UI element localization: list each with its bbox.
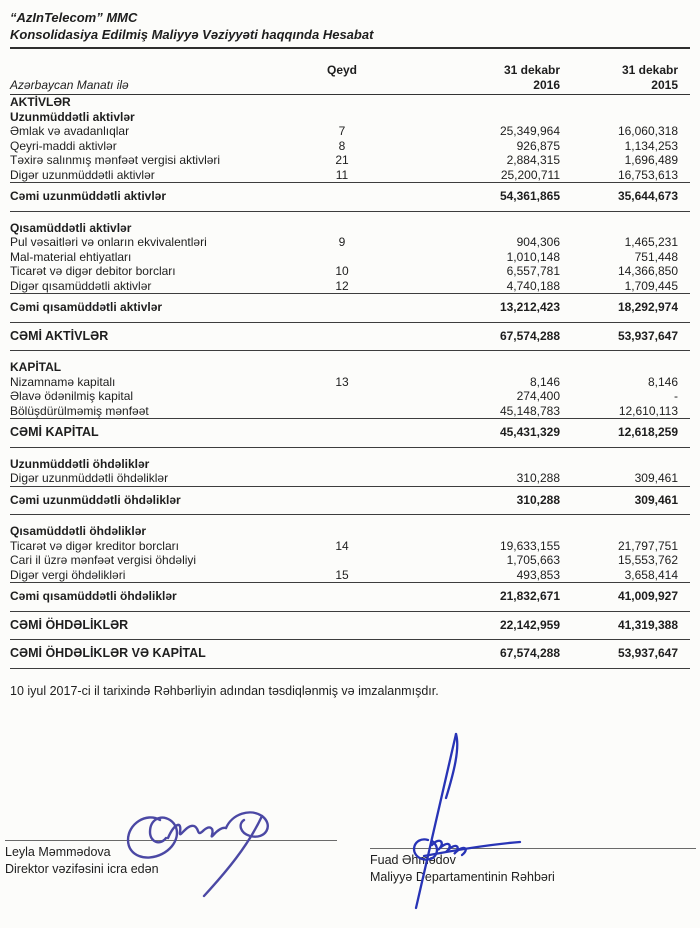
company-name: “AzInTelecom” MMC [10,10,138,25]
table-header [10,49,690,95]
table-row [10,471,690,486]
total-row [10,486,690,516]
signatory-left-role: Direktor vəzifəsini icra edən [5,861,159,876]
cell-note: 7 [338,124,346,138]
signature-area [5,698,690,910]
cell-note [310,95,400,110]
cell-label: Əmlak və avadanlıqlar [10,124,130,138]
total-row [10,293,690,322]
cell-note: 15 [335,567,349,582]
cell-label: Bölüşdürülməmiş mənfəət [10,403,149,418]
cell-v2015 [560,524,690,539]
cell-v2016 [400,457,560,472]
table-row [10,139,690,154]
title-block [10,0,690,49]
section-row [10,221,690,236]
cell-label: Qeyri-maddi aktivlər [10,138,117,153]
cell-v2016 [400,360,560,375]
cell-v2015 [560,95,690,110]
cell-v2016: 8,146 [529,374,560,389]
cell-v2015: 18,292,974 [617,300,678,314]
cell-v2016 [400,110,560,125]
table-row [10,235,690,250]
cell-note: 10 [335,264,349,278]
table-row [10,250,690,265]
cell-label: Digər qısamüddətli aktivlər [10,278,152,293]
section-row [10,110,690,125]
cell-v2016: 25,200,711 [500,167,560,182]
cell-label: Qısamüddətli aktivlər [10,220,132,235]
cell-label: KAPİTAL [10,360,62,374]
cell-v2015: 53,937,647 [617,328,678,343]
cell-label: Əlavə ödənilmiş kapital [10,389,134,403]
currency-label: Azərbaycan Manatı ilə [10,78,129,92]
cell-v2015 [560,110,690,125]
cell-v2015: - [674,389,678,403]
cell-v2016: 54,361,865 [499,189,560,203]
cell-note [310,589,400,604]
cell-note: 21 [335,153,349,167]
cell-v2015: 53,937,647 [617,646,678,660]
section-row [10,524,690,539]
total-row [10,639,690,669]
cell-note: 14 [335,538,349,553]
cell-note [310,189,400,204]
cell-note [310,404,400,419]
column-header-2015-line1: 31 dekabr [621,63,678,77]
column-header-2016-line1: 31 dekabr [503,63,560,77]
section-row [10,360,690,375]
cell-v2016: 493,853 [516,567,560,582]
table-row [10,539,690,554]
signatory-left-name: Leyla Məmmədova [5,844,111,859]
cell-label: Cəmi uzunmüddətli aktivlər [10,189,167,203]
table-row [10,375,690,390]
signatory-right-role: Maliyyə Departamentinin Rəhbəri [370,869,555,884]
table-row [10,264,690,279]
cell-v2015: 1,465,231 [624,235,678,249]
cell-v2015: 309,461 [634,471,678,485]
cell-v2015 [560,360,690,375]
cell-v2016: 22,142,959 [499,617,560,632]
cell-v2016: 19,633,155 [499,538,560,553]
cell-note: 8 [338,138,346,153]
column-header-2016-line2: 2016 [533,78,560,92]
cell-v2015: 41,009,927 [617,589,678,603]
cell-v2016: 67,574,288 [499,646,560,660]
cell-label: Cəmi uzunmüddətli öhdəliklər [10,492,181,507]
cell-label: CƏMİ AKTİVLƏR [10,328,109,343]
cell-note [310,425,400,440]
cell-v2015: 12,610,113 [618,403,678,418]
table-row [10,124,690,139]
cell-label: Pul vəsaitləri və onların ekvivalentləri [10,235,207,249]
cell-label: Digər vergi öhdəlikləri [10,567,126,582]
table-row [10,553,690,568]
cell-v2016: 25,349,964 [499,124,560,138]
table-row [10,389,690,404]
total-row [10,611,690,640]
cell-v2016: 310,288 [516,492,560,507]
cell-v2016 [400,221,560,236]
cell-label: Mal-material ehtiyatları [10,249,132,264]
cell-label: Digər uzunmüddətli öhdəliklər [10,471,169,485]
total-row [10,582,690,611]
cell-note [310,300,400,315]
cell-v2016: 45,431,329 [499,425,560,439]
cell-v2015: 15,553,762 [617,553,678,567]
cell-v2015: 14,366,850 [617,264,678,278]
cell-v2016: 310,288 [516,471,560,485]
cell-v2016: 13,212,423 [499,300,560,314]
cell-label: Digər uzunmüddətli aktivlər [10,167,155,182]
cell-v2015: 1,134,253 [624,138,678,153]
cell-note [310,493,400,508]
cell-label: Ticarət və digər kreditor borcları [10,538,179,553]
cell-note: 12 [335,278,349,293]
cell-v2016: 904,306 [516,235,560,249]
section-row [10,95,690,110]
cell-v2016 [400,95,560,110]
cell-note [310,618,400,633]
cell-label: Cari il üzrə mənfəət vergisi öhdəliyi [10,553,197,567]
cell-v2016: 6,557,781 [506,264,560,278]
cell-label: Nizamnamə kapitalı [10,374,116,389]
cell-v2015: 35,644,673 [617,189,678,203]
cell-note: 11 [335,167,349,182]
cell-note [310,360,400,375]
cell-v2015: 16,060,318 [617,124,678,138]
cell-label: Uzunmüddətli öhdəliklər [10,456,150,471]
cell-note [310,329,400,344]
cell-label: CƏMİ ÖHDƏLİKLƏR VƏ KAPİTAL [10,646,206,660]
approval-note: 10 iyul 2017-ci il tarixində Rəhbərliyin adından təsdiqlənmiş və imzalanmışdır. [10,683,439,698]
report-title: Konsolidasiya Edilmiş Maliyyə Vəziyyəti haqqında Hesabat [10,27,374,42]
cell-v2016: 45,148,783 [499,403,560,418]
cell-v2015: 21,797,751 [617,538,678,553]
signatory-right-name: Fuad Əhmədov [370,852,456,867]
cell-v2016: 4,740,188 [506,278,560,293]
cell-note [310,221,400,236]
cell-label: Qısamüddətli öhdəliklər [10,524,147,538]
cell-note [310,389,400,404]
table-row [10,153,690,168]
cell-label: Cəmi qısamüddətli aktivlər [10,300,163,314]
table-row [10,404,690,419]
cell-note [310,524,400,539]
cell-v2015 [560,221,690,236]
cell-label: CƏMİ ÖHDƏLİKLƏR [10,617,129,632]
total-row [10,182,690,212]
cell-label: Təxirə salınmış mənfəət vergisi aktivləri [10,153,221,167]
table-row [10,168,690,183]
cell-label: Ticarət və digər debitor borcları [10,264,176,278]
column-header-2015 [560,63,690,93]
section-row [10,457,690,472]
cell-v2016: 21,832,671 [499,589,560,603]
right-signature-ink-icon [394,732,554,912]
cell-label: Cəmi qısamüddətli öhdəliklər [10,589,177,603]
cell-v2015: 12,618,259 [617,425,678,439]
cell-v2016: 1,705,663 [506,553,560,567]
total-row [10,418,690,448]
cell-v2015: 1,709,445 [624,278,678,293]
cell-v2016 [400,524,560,539]
cell-v2015: 16,753,613 [617,167,678,182]
table-row [10,568,690,583]
cell-note [310,250,400,265]
cell-note [310,110,400,125]
column-header-2016 [400,63,560,93]
cell-v2015: 8,146 [647,374,678,389]
cell-v2015: 3,658,414 [624,567,678,582]
cell-note: 9 [338,235,346,249]
cell-v2016: 1,010,148 [506,249,560,264]
cell-v2016: 926,875 [516,138,560,153]
cell-v2015: 41,319,388 [617,617,678,632]
cell-note [310,457,400,472]
cell-v2015: 751,448 [634,249,678,264]
cell-note [310,471,400,486]
cell-v2015 [560,457,690,472]
cell-note [310,646,400,661]
table-row [10,279,690,294]
cell-label: Uzunmüddətli aktivlər [10,109,135,124]
cell-v2016: 2,884,315 [506,153,560,167]
column-header-note: Qeyd [326,63,357,77]
cell-label: AKTİVLƏR [10,95,71,109]
cell-v2016: 274,400 [516,389,560,403]
cell-v2016: 67,574,288 [499,328,560,343]
column-header-2015-line2: 2015 [651,78,678,92]
left-signature-ink-icon [116,790,312,898]
cell-v2015: 1,696,489 [624,153,678,167]
cell-v2015: 309,461 [634,492,678,507]
table-rows [10,95,690,669]
cell-note: 13 [335,374,349,389]
total-row [10,322,690,352]
cell-label: CƏMİ KAPİTAL [10,425,99,439]
cell-note [310,553,400,568]
